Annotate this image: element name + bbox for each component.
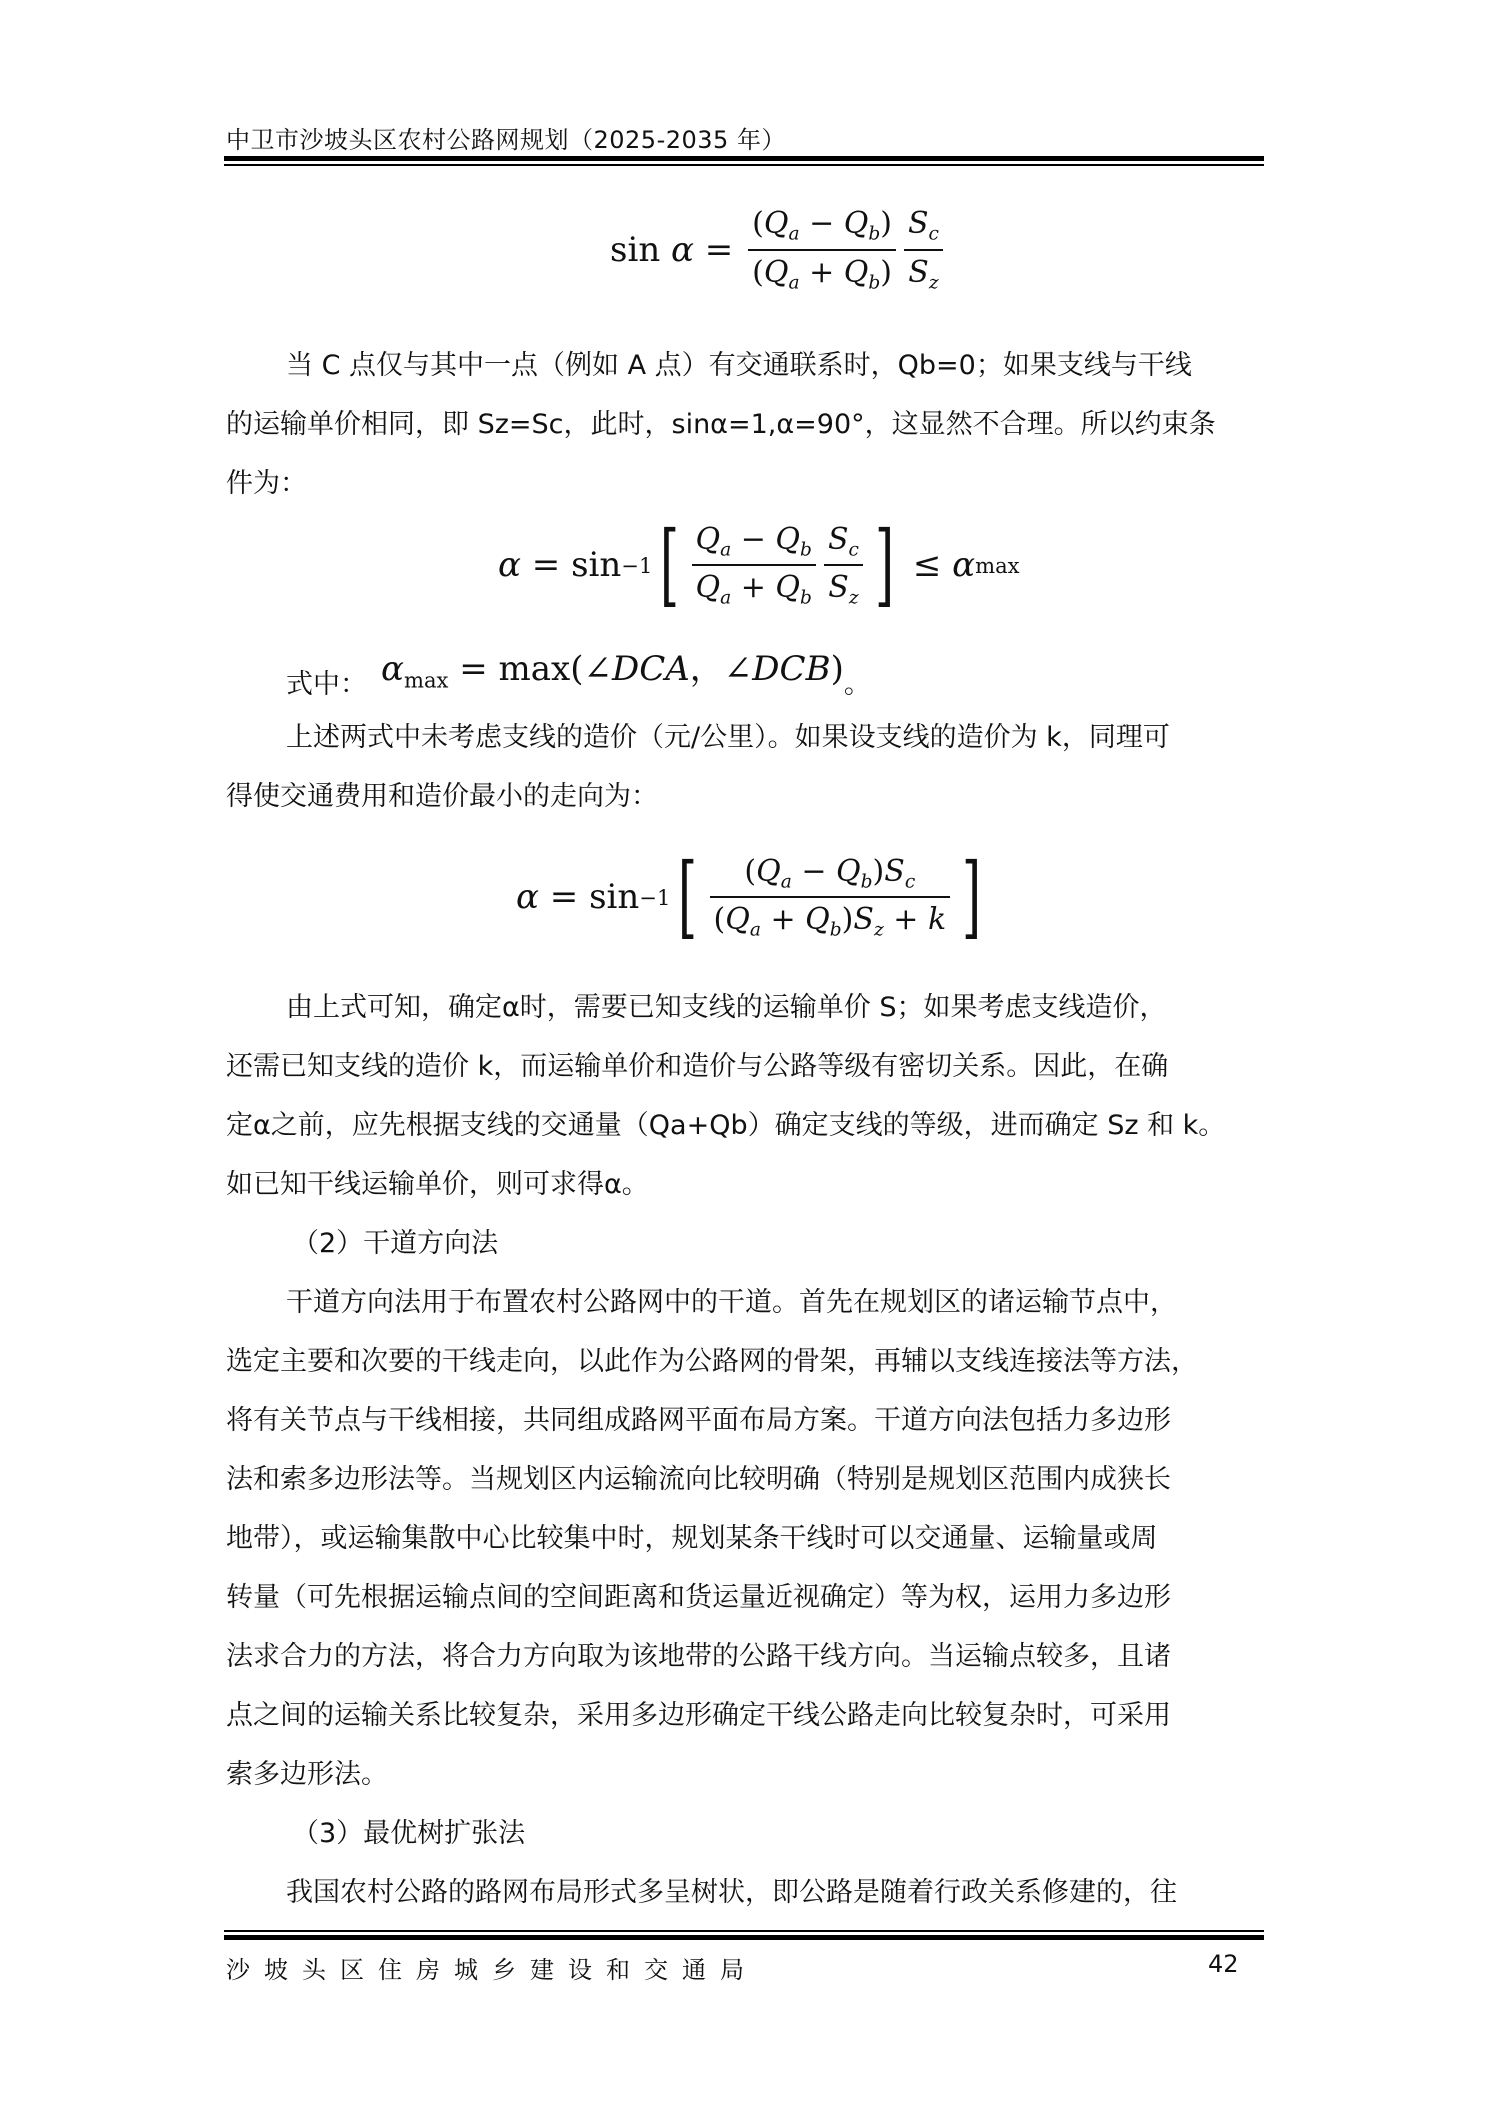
text-line: 转量（可先根据运输点间的空间距离和货运量近视确定）等为权，运用力多边形 bbox=[226, 1582, 1171, 1613]
section-heading-2: （2）干道方向法 bbox=[292, 1228, 499, 1259]
text-line: 的运输单价相同，即 Sz=Sc，此时，sinα=1,α=90°，这显然不合理。所以约束条 bbox=[226, 409, 1216, 440]
paragraph-cost bbox=[226, 708, 1262, 826]
running-header: 中卫市沙坡头区农村公路网规划（2025-2035 年） bbox=[226, 126, 786, 154]
page-number: 42 bbox=[1208, 1950, 1239, 1978]
text-line: 得使交通费用和造价最小的走向为： bbox=[226, 781, 658, 812]
where-label: 式中： bbox=[286, 669, 367, 701]
text-line: 还需已知支线的造价 k，而运输单价和造价与公路等级有密切关系。因此，在确 bbox=[226, 1051, 1169, 1082]
text-line: 件为： bbox=[226, 468, 307, 499]
text-line: 法求合力的方法，将合力方向取为该地带的公路干线方向。当运输点较多，且诸 bbox=[226, 1641, 1171, 1672]
text-line: 当 C 点仅与其中一点（例如 A 点）有交通联系时，Qb=0；如果支线与干线 bbox=[286, 350, 1192, 381]
paragraph-determination bbox=[226, 978, 1262, 1922]
formula-sin-alpha: sin α = $\frac{(Q_a - Q_b)}{(Q_a + Q_b)}$ $\frac{S_c}{S_z}$ bbox=[610, 206, 947, 293]
text-line: 定α之前，应先根据支线的交通量（Qa+Qb）确定支线的等级，进而确定 Sz 和 k。 bbox=[226, 1110, 1226, 1141]
where-end: 。 bbox=[843, 669, 871, 701]
text-line: 由上式可知，确定α时，需要已知支线的运输单价 S；如果考虑支线造价， bbox=[286, 992, 1167, 1023]
text-line: 索多边形法。 bbox=[226, 1759, 388, 1790]
footer-rule-thin bbox=[224, 1930, 1264, 1932]
text-line: 如已知干线运输单价，则可求得α。 bbox=[226, 1169, 649, 1200]
formula-alpha-max: $\alpha_{max}$ = max(∠DCA，∠DCB) bbox=[381, 649, 844, 693]
formula-alpha-cost: α = sin −1 [ $\frac{(Q_a - Q_b)S_c}{(Q_a + Q_b)S_z + k}$ ] bbox=[516, 844, 982, 949]
header-rule-thin bbox=[224, 164, 1264, 166]
footer-organization: 沙坡头区住房城乡建设和交通局 bbox=[226, 1956, 758, 1984]
text-line: 上述两式中未考虑支线的造价（元/公里）。如果设支线的造价为 k，同理可 bbox=[286, 722, 1170, 753]
text-line: 法和索多边形法等。当规划区内运输流向比较明确（特别是规划区范围内成狭长 bbox=[226, 1464, 1171, 1495]
text-line: 将有关节点与干线相接，共同组成路网平面布局方案。干道方向法包括力多边形 bbox=[226, 1405, 1171, 1436]
header-rule-thick bbox=[224, 156, 1264, 161]
text-line: 地带），或运输集散中心比较集中时，规划某条干线时可以交通量、运输量或周 bbox=[226, 1523, 1158, 1554]
text-line: 干道方向法用于布置农村公路网中的干道。首先在规划区的诸运输节点中， bbox=[286, 1287, 1177, 1318]
text-line: 我国农村公路的路网布局形式多呈树状，即公路是随着行政关系修建的，往 bbox=[286, 1877, 1177, 1908]
text-line: 点之间的运输关系比较复杂，采用多边形确定干线公路走向比较复杂时，可采用 bbox=[226, 1700, 1171, 1731]
footer-rule-thick bbox=[224, 1935, 1264, 1940]
section-heading-3: （3）最优树扩张法 bbox=[292, 1818, 526, 1849]
paragraph-constraint bbox=[226, 336, 1262, 513]
formula-alpha-constraint: α = sin −1 [ $\frac{Q_a - Q_b}{Q_a + Q_b}$ $\frac{S_c}{S_z}$ ] ≤ α max bbox=[498, 512, 1020, 617]
text-line: 选定主要和次要的干线走向，以此作为公路网的骨架，再辅以支线连接法等方法， bbox=[226, 1346, 1198, 1377]
